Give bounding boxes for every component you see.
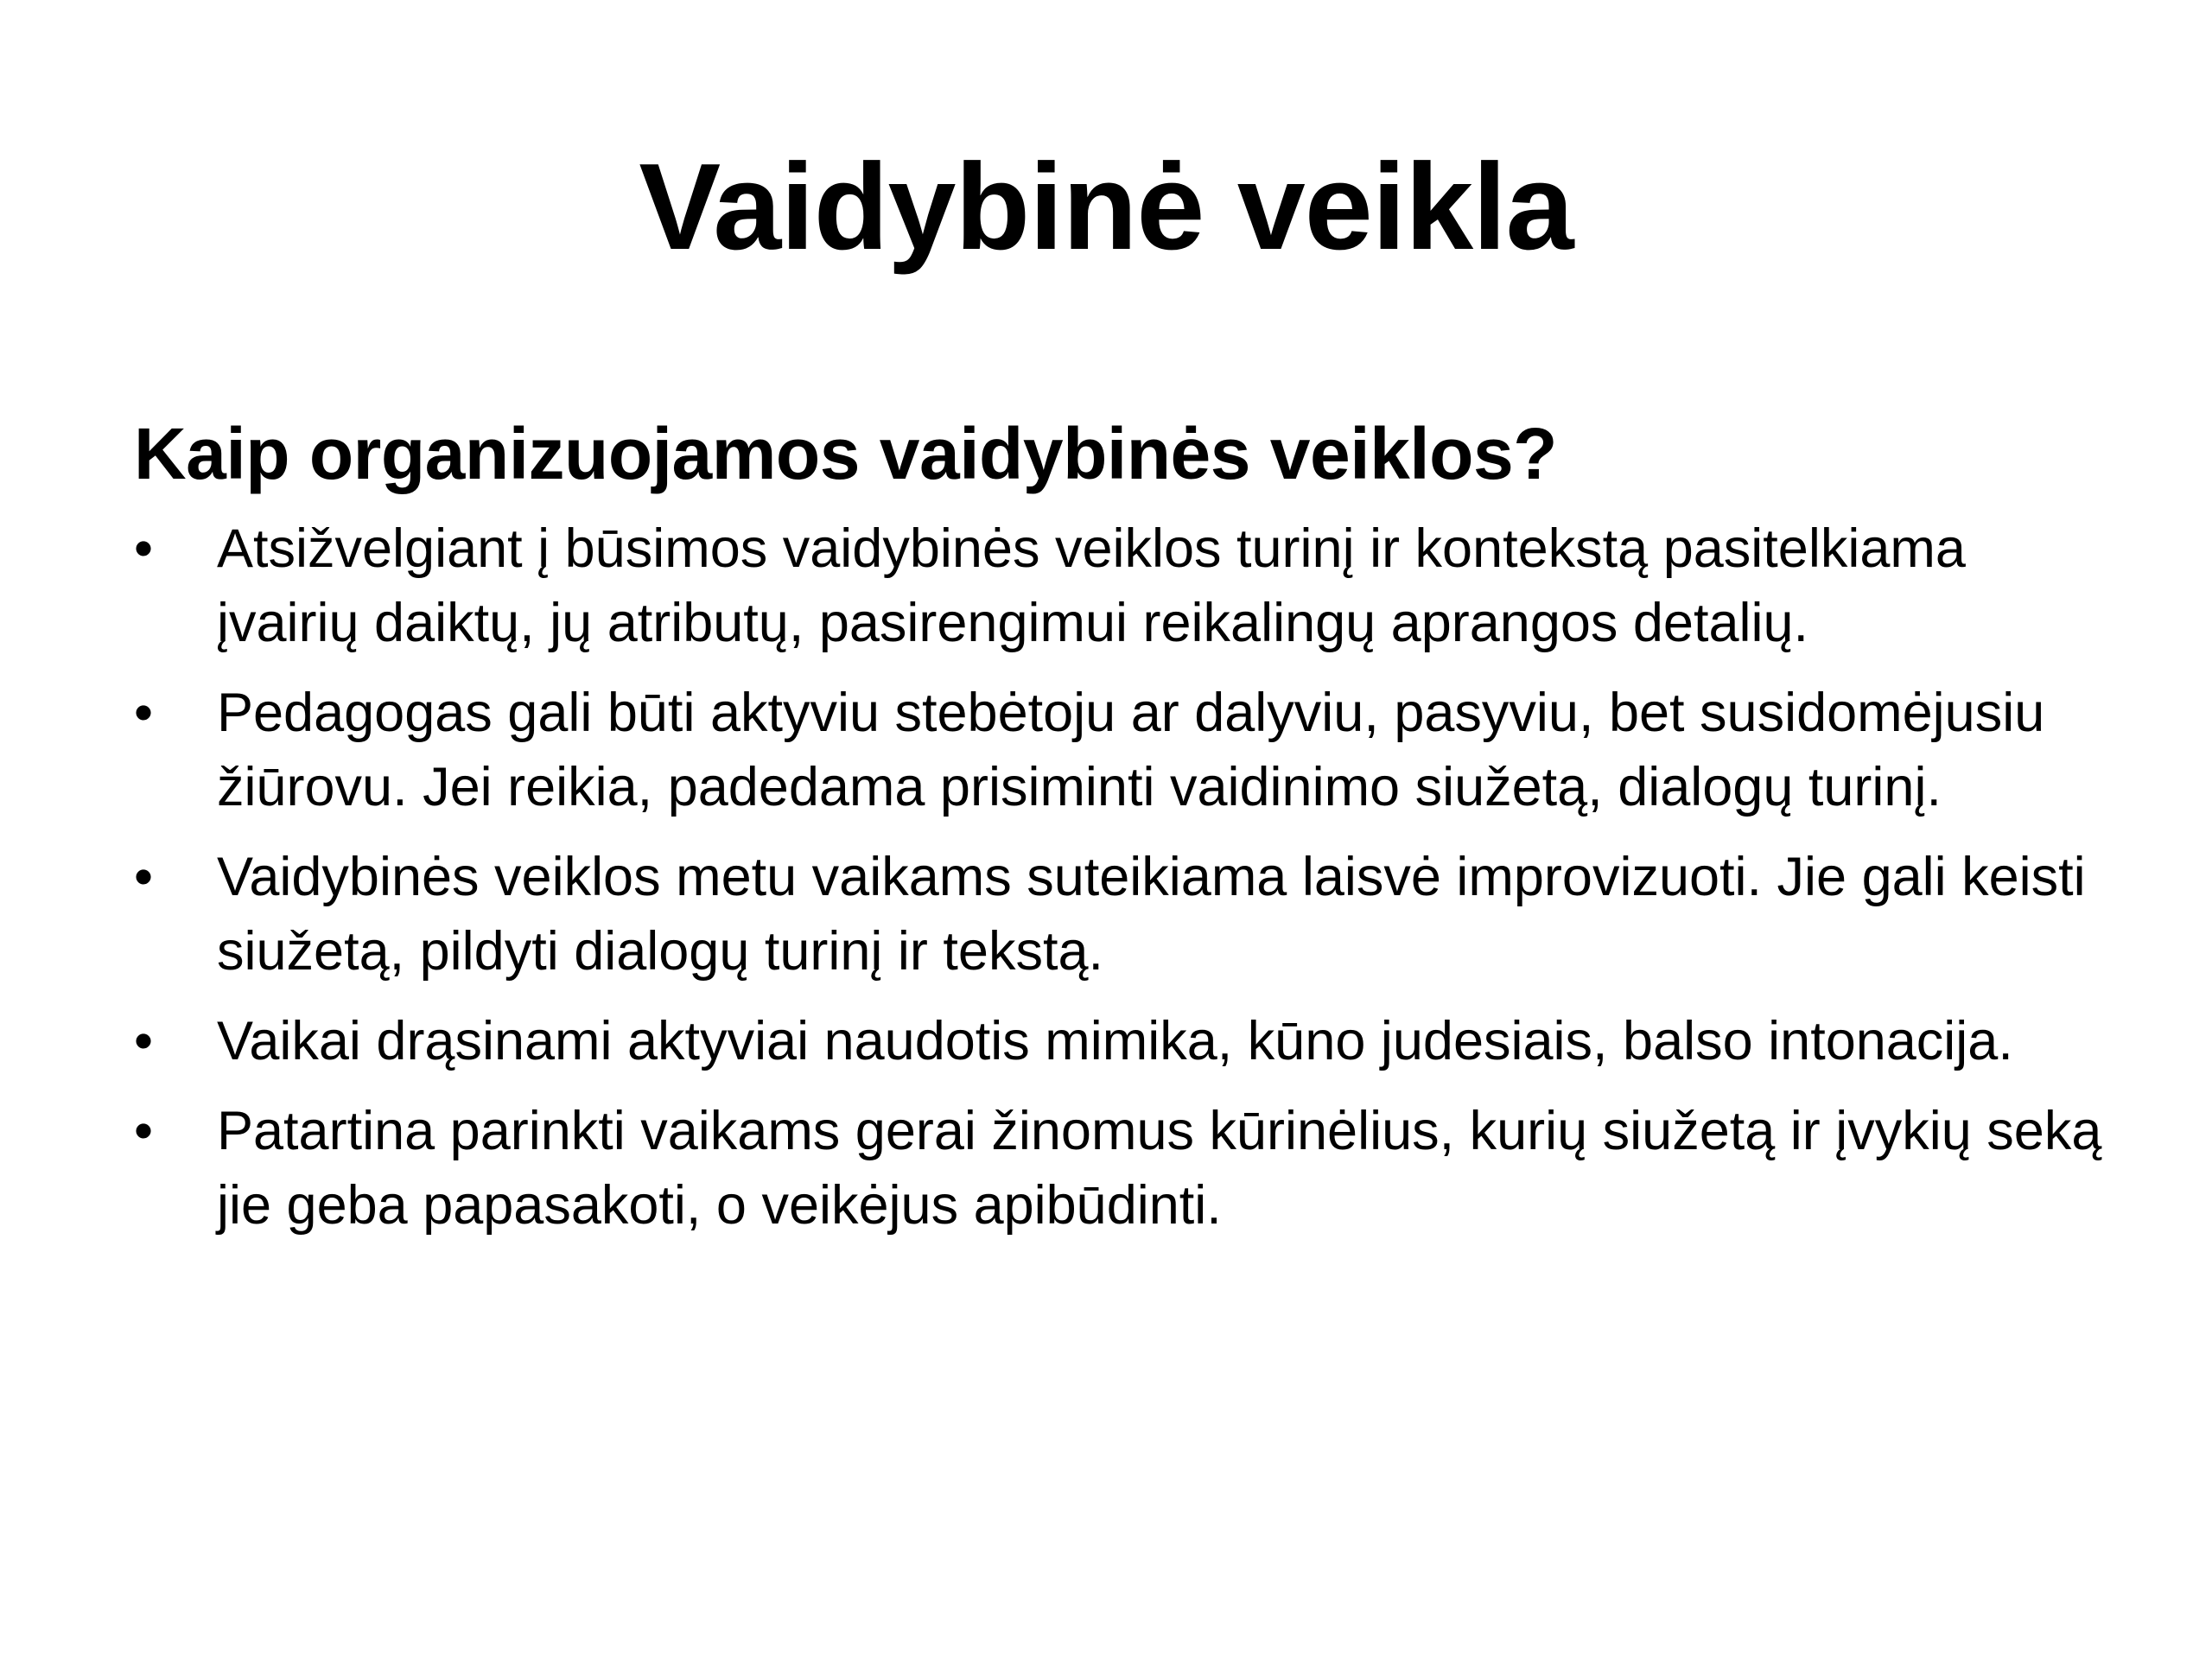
bullet-icon: •	[134, 1011, 154, 1071]
bullet-item	[134, 676, 2121, 824]
bullet-item	[134, 1094, 2121, 1243]
bullet-text: Vaidybinės veiklos metu vaikams suteikiama laisvė improvizuoti. Jie gali keisti siužetą, pildyti dialogų turinį ir tekstą.	[217, 847, 2086, 982]
bullet-item	[134, 1004, 2121, 1078]
bullet-text: Atsižvelgiant į būsimos vaidybinės veiklos turinį ir kontekstą pasitelkiama įvairių daiktų, jų atributų, pasirengimui reikalingų aprangos detalių.	[217, 518, 1966, 653]
bullet-icon: •	[134, 683, 154, 743]
slide-subtitle: Kaip organizuojamos vaidybinės veiklos?	[134, 413, 1557, 494]
bullet-text: Patartina parinkti vaikams gerai žinomus kūrinėlius, kurių siužetą ir įvykių seką jie geba papasakoti, o veikėjus apibūdinti.	[217, 1101, 2102, 1236]
bullet-text: Vaikai drąsinami aktyviai naudotis mimika, kūno judesiais, balso intonacija.	[217, 1011, 2013, 1071]
slide-title: Vaidybinė veikla	[639, 138, 1573, 276]
bullet-icon: •	[134, 518, 154, 579]
slide-content	[134, 406, 2121, 1258]
bullet-text: Pedagogas gali būti aktyviu stebėtoju ar dalyviu, pasyviu, bet susidomėjusiu žiūrovu. Jei reikia, padedama prisiminti vaidinimo siužetą, dialogų turinį.	[217, 683, 2045, 817]
bullet-list	[134, 512, 2121, 1243]
bullet-icon: •	[134, 847, 154, 907]
bullet-icon: •	[134, 1101, 154, 1161]
bullet-item	[134, 840, 2121, 988]
bullet-item	[134, 512, 2121, 660]
